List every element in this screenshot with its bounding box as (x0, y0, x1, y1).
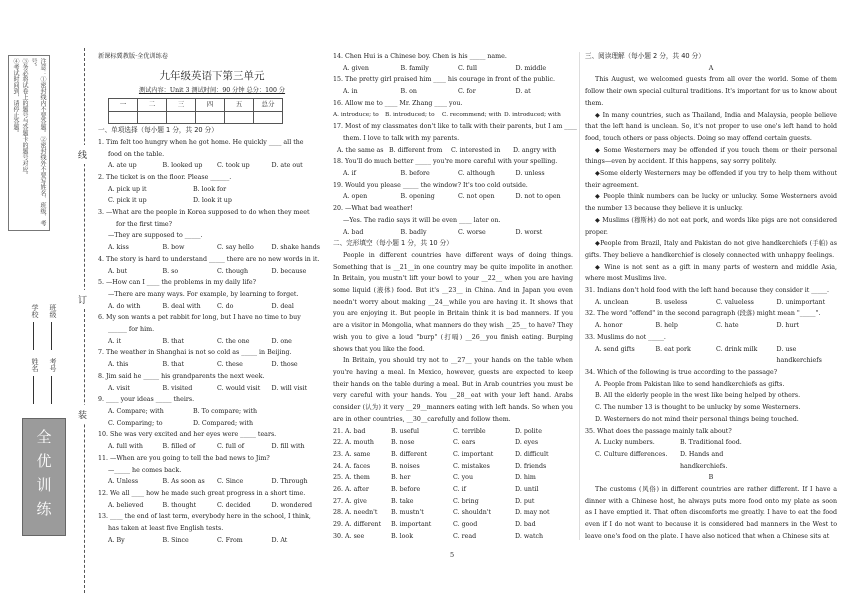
question-11-options: A. Unless B. As soon as C. Since D. Through (108, 478, 308, 486)
question-2: 2. The ticket is on the floor. Please ______. (98, 173, 232, 181)
passage-a-paragraph: ◆Some elderly Westerners may be offended if you try to help them without their agreement. (585, 170, 837, 189)
passage-b-label: B (708, 474, 714, 482)
question-20-cont: —Yes. The radio says it will be even ____ later on. (343, 216, 501, 224)
question-2-options: C. pick it up D. look it up (108, 197, 232, 205)
question-3-cont: —They are supposed to _____. (108, 232, 203, 240)
question-7: 7. The weather in Shanghai is not so cold as _____ in Beijing. (98, 349, 292, 357)
passage-a-paragraph: ◆People from Brazil, Italy and Pakistan do not give handkerchiefs (手帕) as gifts. They believe a handkerchief is closely connected with unhappy feelings. (585, 240, 837, 259)
score-col-header: 总分 (254, 99, 283, 112)
score-cell[interactable] (138, 112, 167, 124)
binding-note-1: 注意：①密封线内不要答题。②密封线外不要写姓名、班级、考号。 (30, 58, 46, 226)
question-11: 11. —When are you going to tell the bad news to Jim? (98, 454, 270, 462)
passage-a-paragraph: This August, we welcomed guests from all over the world. Some of them follow their own special cultural traditions. It's important for us to know about them. (585, 76, 837, 107)
question-13-cont: has taken at least five English tests. (108, 525, 224, 533)
name-label: 姓名 (31, 358, 39, 372)
question-10: 10. She was very excited and her eyes were _____ tears. (98, 431, 277, 439)
binding-char-staple: 订 (78, 290, 87, 309)
brand-char: 优 (36, 452, 52, 470)
binding-note-3: ④考试时间到，请停止答题。 (12, 58, 19, 136)
cloze-options (333, 426, 573, 543)
question-8: 8. Jim said he _____ his grandparents the next week. (98, 372, 265, 380)
question-35-options: C. Culture differences. D. Hands and handkerchiefs. (595, 450, 728, 470)
student-info-fields (22, 300, 62, 420)
series-label: 新课标冀教版·全优训练卷 (98, 53, 169, 60)
score-cell[interactable] (254, 112, 283, 124)
question-19: 19. Would you please _____ the window? It's too cold outside. (333, 181, 528, 189)
brand-box (22, 418, 66, 536)
question-6-options: A. it B. that C. the one D. one (108, 337, 292, 345)
question-15: 15. The pretty girl praised him ____ his courage in front of the public. (333, 76, 555, 84)
cloze-paragraph-2: In Britain, you should try not to __27__ your hands on the table when you're having a meal. In Mexico, however, guests are expected to keep their hands on the table during a meal. But in Arab countries you must be very careful with your hands. You __28__eat with your left hand. Arabs consider (认为) it very __29__manners eating with left hands. So when you are in other countries, __30__carefully and follow them. (333, 357, 573, 423)
column-3 (585, 51, 837, 543)
cloze-option-row: 30. A. see B. look C. read D. watch (333, 532, 544, 540)
question-17: 17. Most of my classmates don't like to talk with their parents, but I am ____ (333, 123, 577, 131)
name-field[interactable] (33, 376, 34, 404)
question-1: 1. Tim felt too hungry when he got home. He quickly ____ all the (98, 138, 304, 146)
column-divider (579, 52, 580, 540)
binding-char-bind: 装 (78, 405, 87, 424)
school-label: 学校 (31, 304, 39, 318)
cloze-option-row: 23. A. same B. different C. important D. difficult (333, 450, 549, 458)
question-9-options: C. Comparing; to D. Compared; with (108, 419, 254, 427)
question-31-options: A. unclean B. useless C. valueless D. unimportant (595, 298, 826, 306)
question-12: 12. We all ____ how he made such great progress in a short time. (98, 489, 306, 497)
question-33: 33. Muslims do not _____. (585, 333, 666, 341)
question-9: 9. ____ your ideas _____ theirs. (98, 396, 195, 404)
question-31: 31. Indians don't hold food with the left hand because they consider it _____. (585, 287, 830, 295)
cloze-option-row: 24. A. faces B. noises C. mistakes D. friends (333, 462, 547, 470)
question-35-options: A. Lucky numbers. B. Traditional food. (595, 439, 742, 447)
question-12-options: A. believed B. thought C. decided D. wondered (108, 501, 313, 509)
question-33-options: A. send gifts B. eat pork C. drink milk D. use handkerchiefs (595, 345, 822, 365)
question-1-options: A. ate up B. looked up C. took up D. ate out (108, 162, 303, 170)
question-34-option: C. The number 13 is thought to be unlucky by some Westerners. (595, 404, 801, 412)
question-3: 3. —What are the people in Korea supposed to do when they meet (98, 209, 310, 217)
question-9-options: A. Compare; with B. To compare; with (108, 407, 258, 415)
question-6-cont: ______ for him. (108, 326, 155, 334)
binding-note-2: ③务必将试卷上的题号与答题卡的题号对应。 (21, 58, 28, 178)
passage-a-label: A (708, 64, 714, 72)
question-8-options: A. visit B. visited C. would visit D. will visit (108, 384, 308, 392)
question-14-options: A. given B. family C. full D. middle (343, 64, 547, 72)
question-5-options: A. do with B. deal with C. do D. deal (108, 302, 294, 310)
question-34-option: B. All the elderly people in the west like being helped by others. (595, 392, 801, 400)
question-11-cont: —_____ he comes back. (108, 466, 182, 474)
section-2-heading: 二、完形填空（每小题 1 分，共 10 分） (333, 239, 453, 248)
brand-char: 全 (36, 428, 52, 446)
brand-char: 练 (36, 500, 52, 518)
question-34: 34. Which of the following is true according to the passage? (585, 368, 778, 376)
page-title: 九年级英语下第三单元 (159, 69, 265, 82)
question-13: 13. ____ the end of last term, everybody here in the school, I think, (98, 513, 311, 521)
column-2 (333, 51, 577, 543)
class-label: 班级 (49, 304, 57, 318)
score-table (108, 98, 283, 124)
cloze-option-row: 27. A. give B. take C. bring D. put (333, 497, 535, 505)
question-17-cont: them. I love to talk with my parents. (343, 134, 460, 142)
cloze-option-row: 21. A. bad B. useful C. terrible D. polite (333, 427, 542, 435)
cloze-option-row: 25. A. them B. her C. you D. him (333, 474, 536, 482)
score-cell[interactable] (167, 112, 196, 124)
score-col-header: 一 (109, 99, 138, 112)
score-col-header: 四 (196, 99, 225, 112)
question-10-options: A. full with B. filled of C. full of D. fill with (108, 443, 305, 451)
question-19-options: A. open B. opening C. not open D. not to open (343, 193, 561, 201)
binding-line (84, 48, 85, 593)
passage-a-paragraph: ◆ People think numbers can be lucky or unlucky. Some Westerners avoid the number 13 because they believe it is unlucky. (585, 193, 837, 213)
section-3-heading: 三、阅读理解（每小题 2 分，共 40 分） (585, 52, 705, 60)
question-18-options: A. if B. before C. although D. unless (343, 170, 545, 178)
number-field[interactable] (51, 376, 52, 404)
page-number: 5 (450, 551, 455, 559)
cloze-option-row: 29. A. different B. important C. good D. bad (333, 521, 536, 529)
cloze-option-row: 28. A. needn't B. mustn't C. shouldn't D. may not (333, 509, 550, 517)
score-cell[interactable] (196, 112, 225, 124)
school-field[interactable] (33, 322, 34, 350)
question-3-cont: for the first time? (116, 220, 173, 228)
question-7-options: A. this B. that C. these D. those (108, 361, 298, 369)
score-col-header: 三 (167, 99, 196, 112)
question-34-option: A. People from Pakistan like to send handkerchiefs as gifts. (595, 380, 785, 388)
question-2-options: A. pick up it B. look for (108, 185, 227, 193)
question-34-option: D. Westerners do not mind their personal things being touched. (595, 415, 799, 423)
question-13-options: A. By B. Since C. From D. At (108, 536, 288, 544)
question-5: 5. —How can I ____ the problems in my daily life? (98, 279, 256, 287)
score-cell[interactable] (225, 112, 254, 124)
question-16: 16. Allow me to ____ Mr. Zhang ____ you. (333, 99, 463, 107)
score-col-header: 五 (225, 99, 254, 112)
question-35: 35. What does the passage mainly talk about? (585, 427, 732, 435)
binding-notes (8, 55, 50, 231)
question-16-options: A. introduce; to B. introduced; to C. recommend; with D. introduced; with (333, 111, 561, 118)
passage-a-paragraph: ◆ Wine is not sent as a gift in many parts of western and middle Asia, where most Muslims live. (585, 263, 837, 283)
question-1-cont: food on the table. (108, 150, 165, 158)
column-1 (98, 51, 326, 546)
question-32-options: A. honor B. help C. hate D. hurt (595, 322, 799, 330)
passage-a-paragraph: ◆ Muslims (穆斯林) do not eat pork, and words like pigs are not considered proper. (585, 216, 837, 236)
question-4: 4. The story is hard to understand _____ there are no new words in it. (98, 255, 320, 263)
class-field[interactable] (51, 322, 52, 350)
passage-a-paragraph: ◆ In many countries, such as Thailand, India and Malaysia, people believe that the left hand is unclean. So, it's not proper to use one's left hand to hold food, touch others or pass objects. Doing so may offend certain guests. (585, 111, 837, 142)
question-5-cont: —There are many ways. For example, by learning to forget. (108, 290, 299, 298)
cloze-option-row: 26. A. after B. before C. if D. until (333, 486, 539, 494)
question-18: 18. You'll do much better _____ you're more careful with your spelling. (333, 158, 558, 166)
question-14: 14. Chen Hui is a Chinese boy. Chen is his _____ name. (333, 53, 507, 60)
question-15-options: A. in B. on C. for D. at (343, 88, 531, 96)
binding-char-line: 线 (78, 145, 87, 164)
question-6: 6. My son wants a pet rabbit for long, but I have no time to buy (98, 314, 301, 322)
score-col-header: 二 (138, 99, 167, 112)
section-1-heading: 一、单项选择（每小题 1 分，共 20 分） (98, 126, 218, 135)
question-20: 20. —What bad weather! (333, 205, 413, 213)
question-20-options: A. bad B. badly C. worse D. worst (343, 228, 543, 236)
number-label: 考号 (49, 358, 57, 372)
brand-char: 训 (36, 476, 52, 494)
cloze-paragraph-1: People in different countries have different ways of doing things. Something that is __21__in one country may be quite impolite in another. In Britain, you mustn't lift your bowl to your __22__ when you are having some liquid (液体) food. But it's __23__ in China. And in Japan you even needn't worry about making __24__while you are having it. It shows that you are enjoying it. But people in Britain think it is bad manners. If you are a visitor in Mongolia, what manners do they wish __25__ to have? They wish you to give a loud "burp" (打嗝) __26__you finish eating. Burping shows that you like the food. (333, 251, 573, 353)
question-3-options: A. kiss B. bow C. say hello D. shake hands (108, 244, 321, 252)
question-32: 32. The word "offend" in the second paragraph (段落) might mean "_____". (585, 310, 821, 318)
cloze-option-row: 22. A. mouth B. nose C. ears D. eyes (333, 439, 539, 447)
test-info: 测试内容：Unit 3 测试时间：90 分钟 总分：100 分 (138, 86, 286, 94)
score-cell[interactable] (109, 112, 138, 124)
question-17-options: A. the same as B. different from C. interested in D. angry with (337, 146, 557, 154)
passage-b-paragraph: The customs (风俗) in different countries are rather different. If I have a dinner with a Chinese host, he always puts more food onto my plate as soon as I have emptied it. That often discomforts me greatly. I have to eat the food even if I do not want to because it is considered bad manners in the West to leave one's food on the plate. I have also noticed that when a Chinese sits at (585, 486, 837, 540)
question-4-options: A. but B. so C. though D. because (108, 267, 307, 275)
passage-a-paragraph: ◆ Some Westerners may be offended if you touch them or their personal things—even by accident. If this happens, say sorry politely. (585, 146, 837, 166)
